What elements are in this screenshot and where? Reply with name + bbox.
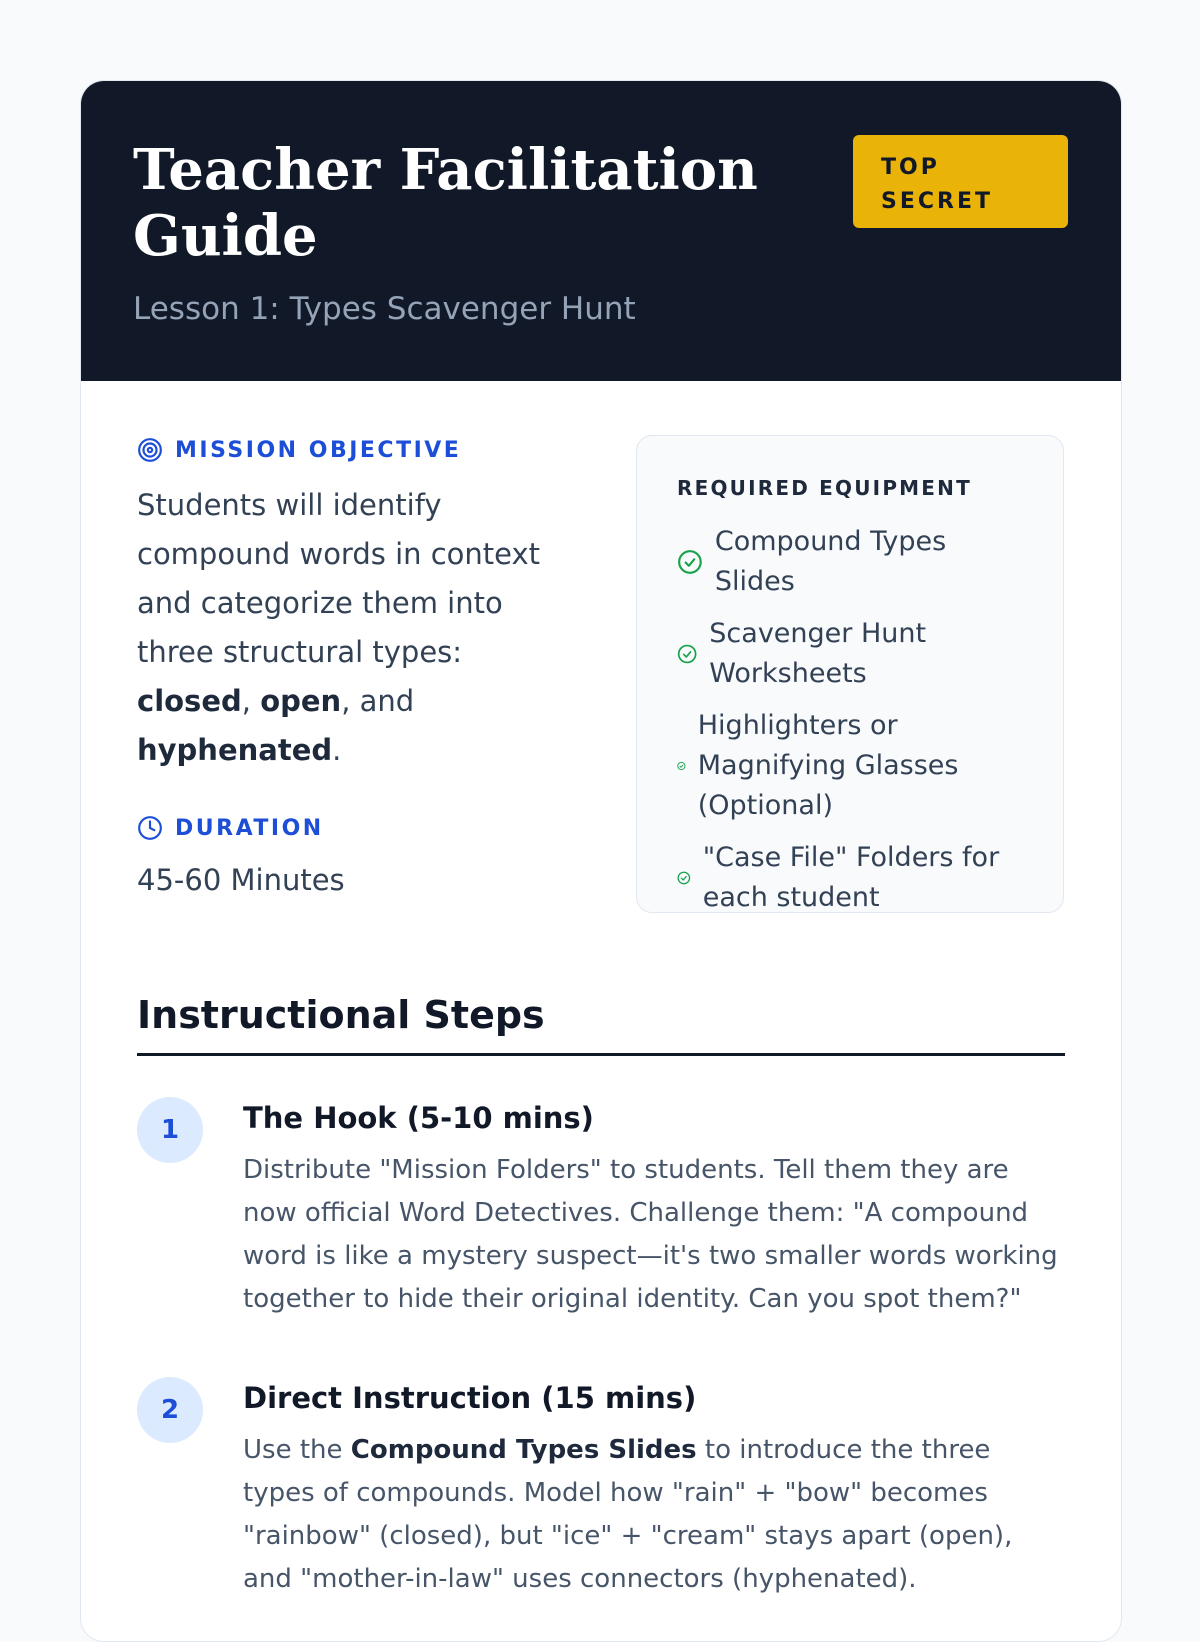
step-text-after: to introduce the three types of compounds. Model how "rain" + "bow" becomes "rainbow" (closed), but "ice" + "cream" stays apart (open), and "mother-in-law" uses connectors (hyphenated). bbox=[243, 1435, 1013, 1594]
step-2 bbox=[137, 1377, 1065, 1601]
page-title: Teacher Facilitation Guide bbox=[133, 137, 758, 269]
equipment-item bbox=[677, 706, 1033, 826]
objective-section bbox=[137, 437, 577, 897]
equipment-item-label: Scavenger Hunt Worksheets bbox=[709, 618, 927, 689]
equipment-item-label: Highlighters or Magnifying Glasses (Optional) bbox=[697, 710, 959, 821]
step-number: 1 bbox=[137, 1097, 203, 1163]
duration-value: 45-60 Minutes bbox=[137, 863, 345, 897]
step-body bbox=[243, 1377, 1065, 1601]
duration-label bbox=[137, 815, 577, 841]
equipment-item bbox=[677, 838, 1033, 918]
clock-icon bbox=[137, 815, 163, 841]
check-circle-icon bbox=[677, 868, 691, 888]
check-circle-icon bbox=[677, 549, 703, 575]
equipment-item bbox=[677, 522, 1033, 602]
equipment-box bbox=[636, 435, 1064, 913]
objective-sep-2: , and bbox=[341, 684, 415, 718]
equipment-item-label: "Case File" Folders for each student bbox=[702, 842, 1000, 913]
objective-end: . bbox=[332, 733, 342, 767]
type-hyphenated: hyphenated bbox=[137, 733, 333, 767]
guide-header bbox=[81, 81, 1121, 381]
equipment-title: REQUIRED EQUIPMENT bbox=[677, 476, 972, 500]
lesson-subtitle: Lesson 1: Types Scavenger Hunt bbox=[133, 291, 636, 327]
objective-label bbox=[137, 437, 577, 463]
check-circle-icon bbox=[677, 642, 697, 666]
step-text: Distribute "Mission Folders" to students. Tell them they are now official Word Detectives. Challenge them: "A compound word is like a mystery suspect—it's two smaller words working together to hide their original identity. Can you spot them?" bbox=[243, 1155, 1058, 1314]
equipment-item bbox=[677, 614, 1033, 694]
step-1 bbox=[137, 1097, 1065, 1321]
top-secret-badge: TOP SECRET bbox=[853, 135, 1068, 228]
step-body bbox=[243, 1097, 1065, 1321]
objective-label-text: MISSION OBJECTIVE bbox=[175, 437, 462, 463]
step-text-before: Use the bbox=[243, 1435, 351, 1465]
equipment-item-label: Compound Types Slides bbox=[714, 526, 947, 597]
step-title: Direct Instruction (15 mins) bbox=[243, 1381, 697, 1415]
target-icon bbox=[137, 437, 163, 463]
objective-text bbox=[137, 481, 577, 775]
step-title: The Hook (5-10 mins) bbox=[243, 1101, 594, 1135]
guide-card bbox=[80, 80, 1122, 1642]
equipment-list bbox=[677, 522, 1033, 918]
step-number: 2 bbox=[137, 1377, 203, 1443]
check-circle-icon bbox=[677, 758, 686, 774]
slides-reference: Compound Types Slides bbox=[350, 1435, 697, 1465]
duration-label-text: DURATION bbox=[175, 815, 324, 841]
objective-text-main: Students will identify compound words in context and categorize them into three structural types: bbox=[137, 488, 541, 669]
step-text bbox=[243, 1429, 1065, 1601]
type-closed: closed bbox=[137, 684, 242, 718]
steps-heading: Instructional Steps bbox=[137, 993, 1065, 1056]
type-open: open bbox=[260, 684, 342, 718]
objective-sep-1: , bbox=[241, 684, 261, 718]
